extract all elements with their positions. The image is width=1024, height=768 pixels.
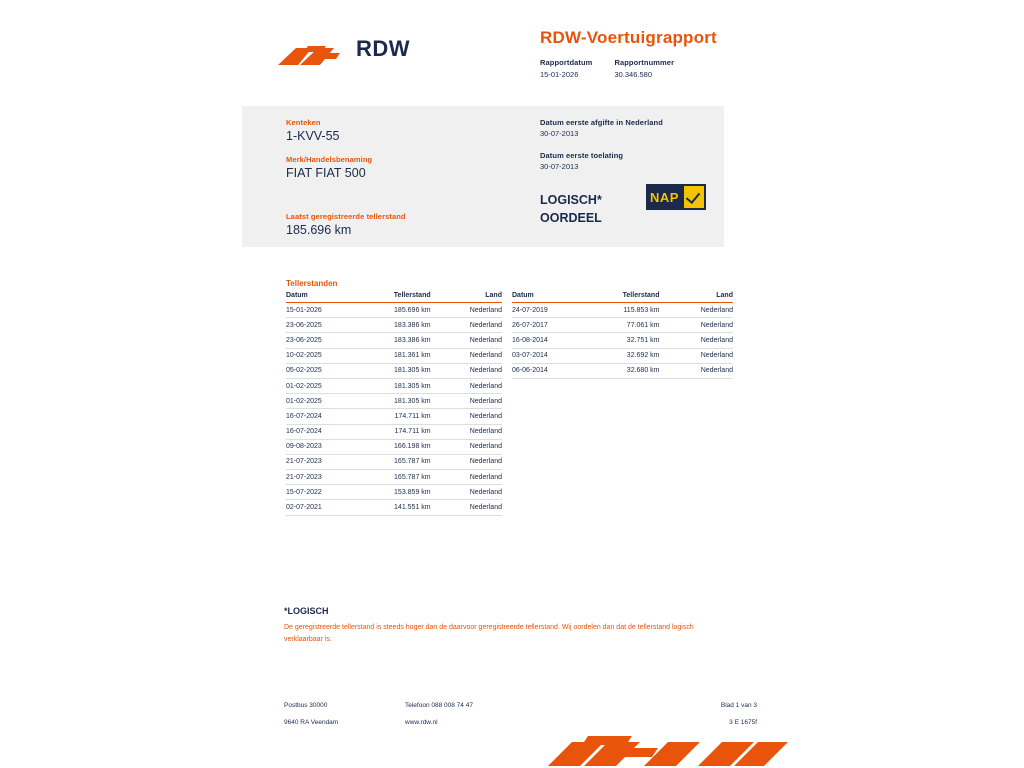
section-title-tellerstanden: Tellerstanden: [286, 279, 338, 288]
odometer-table-left-body: [286, 303, 502, 516]
cell-tellerstand: 183.386 km: [350, 333, 437, 348]
cell-land: Nederland: [437, 470, 502, 485]
cell-datum: 06-06-2014: [512, 363, 576, 378]
cell-tellerstand: 166.198 km: [350, 439, 437, 454]
report-date-block: [540, 58, 592, 79]
report-date-label: Rapportdatum: [540, 58, 593, 67]
cell-tellerstand: 165.787 km: [350, 470, 437, 485]
nap-badge: [646, 184, 706, 210]
cell-tellerstand: 77.061 km: [576, 318, 665, 333]
kenteken-value: 1-KVV-55: [286, 129, 340, 143]
cell-datum: 15-07-2022: [286, 485, 350, 500]
rdw-arrow-logo-icon: [278, 44, 348, 70]
cell-datum: 23-06-2025: [286, 318, 350, 333]
table-row: [286, 470, 502, 485]
merk-value: FIAT FIAT 500: [286, 166, 366, 180]
cell-tellerstand: 181.305 km: [350, 378, 437, 393]
cell-land: Nederland: [437, 424, 502, 439]
footer-address-line-2: 9640 RA Veendam: [284, 719, 339, 726]
cell-datum: 21-07-2023: [286, 470, 350, 485]
rdw-bottom-graphic-icon: [548, 736, 788, 768]
first-issue-nl-value: 30-07-2013: [540, 129, 579, 138]
odometer-table-left: [286, 292, 502, 516]
cell-tellerstand: 32.680 km: [576, 363, 665, 378]
cell-land: Nederland: [437, 303, 502, 318]
odometer-block: [286, 212, 406, 249]
table-row: [286, 303, 502, 318]
cell-land: Nederland: [437, 454, 502, 469]
footer-website[interactable]: www.rdw.nl: [405, 719, 438, 726]
odometer-value: 185.696 km: [286, 223, 352, 237]
table-row: [286, 333, 502, 348]
footer-phone: Telefoon 088 008 74 47: [405, 702, 473, 709]
document-header: [242, 18, 742, 88]
cell-land: Nederland: [437, 485, 502, 500]
cell-land: Nederland: [437, 333, 502, 348]
cell-tellerstand: 153.859 km: [350, 485, 437, 500]
nap-check-icon: [684, 186, 704, 208]
cell-land: Nederland: [437, 318, 502, 333]
cell-datum: 03-07-2014: [512, 348, 576, 363]
table-header-row: [512, 292, 733, 303]
table-row: [286, 454, 502, 469]
cell-land: Nederland: [665, 348, 733, 363]
first-admission-value: 30-07-2013: [540, 162, 579, 171]
footer-address: [284, 702, 338, 726]
cell-tellerstand: 115.853 km: [576, 303, 665, 318]
table-header-row: [286, 292, 502, 303]
column-header-datum: Datum: [286, 292, 350, 303]
table-row: [286, 424, 502, 439]
footer-address-line-1: Postbus 30000: [284, 702, 328, 709]
table-row: [286, 363, 502, 378]
column-header-land: Land: [665, 292, 733, 303]
cell-datum: 16-07-2024: [286, 409, 350, 424]
note-title: *LOGISCH: [284, 606, 329, 616]
report-number-label: Rapportnummer: [614, 58, 675, 67]
cell-datum: 02-07-2021: [286, 500, 350, 515]
cell-tellerstand: 183.386 km: [350, 318, 437, 333]
cell-tellerstand: 174.711 km: [350, 424, 437, 439]
cell-land: Nederland: [665, 363, 733, 378]
cell-datum: 10-02-2025: [286, 348, 350, 363]
cell-land: Nederland: [437, 378, 502, 393]
cell-datum: 01-02-2025: [286, 378, 350, 393]
note-body: De geregistreerde tellerstand is steeds hoger dan de daarvoor geregistreerde tellerstand. Wij oordelen dan dat de tellerstand logisch verklaarbaar is.: [284, 624, 694, 643]
cell-datum: 23-06-2025: [286, 333, 350, 348]
merk-label: Merk/Handelsbenaming: [286, 155, 373, 164]
table-row: [286, 409, 502, 424]
table-row: [512, 318, 733, 333]
footer-page-number: Blad 1 van 3: [720, 702, 757, 709]
table-row: [512, 333, 733, 348]
table-row: [286, 348, 502, 363]
report-date-value: 15-01-2026: [540, 70, 579, 79]
column-header-tellerstand: Tellerstand: [576, 292, 665, 303]
verdict-line-1: LOGISCH*: [540, 193, 602, 207]
table-row: [286, 485, 502, 500]
summary-right-column: [540, 118, 720, 184]
cell-tellerstand: 32.751 km: [576, 333, 665, 348]
cell-tellerstand: 181.361 km: [350, 348, 437, 363]
table-row: [286, 439, 502, 454]
table-row: [512, 303, 733, 318]
cell-tellerstand: 165.787 km: [350, 454, 437, 469]
nap-badge-text: NAP: [650, 189, 679, 205]
table-row: [286, 394, 502, 409]
verdict-block: [540, 191, 602, 227]
logo-text: RDW: [356, 36, 411, 61]
cell-datum: 21-07-2023: [286, 454, 350, 469]
cell-land: Nederland: [437, 348, 502, 363]
cell-land: Nederland: [665, 333, 733, 348]
odometer-table-right: [512, 292, 733, 379]
cell-land: Nederland: [437, 394, 502, 409]
report-title: RDW-Voertuigrapport: [540, 28, 717, 47]
cell-datum: 05-02-2025: [286, 363, 350, 378]
report-number-value: 30.346.580: [614, 70, 652, 79]
cell-datum: 24-07-2019: [512, 303, 576, 318]
cell-land: Nederland: [437, 439, 502, 454]
cell-datum: 01-02-2025: [286, 394, 350, 409]
summary-left-column: [286, 118, 516, 192]
footer-form-code: 3 E 1675f: [729, 719, 757, 726]
cell-datum: 15-01-2026: [286, 303, 350, 318]
rdw-logo: [260, 28, 410, 74]
column-header-datum: Datum: [512, 292, 576, 303]
cell-tellerstand: 32.692 km: [576, 348, 665, 363]
table-row: [286, 500, 502, 515]
vehicle-summary-panel: [242, 106, 724, 247]
verdict-line-2: OORDEEL: [540, 211, 602, 226]
first-issue-nl-label: Datum eerste afgifte in Nederland: [540, 118, 663, 127]
kenteken-label: Kenteken: [286, 118, 321, 127]
cell-datum: 16-08-2014: [512, 333, 576, 348]
table-row: [512, 363, 733, 378]
column-header-tellerstand: Tellerstand: [350, 292, 437, 303]
table-row: [286, 318, 502, 333]
report-number-block: [614, 58, 674, 79]
cell-datum: 09-08-2023: [286, 439, 350, 454]
cell-tellerstand: 174.711 km: [350, 409, 437, 424]
footer-page-info: [697, 702, 757, 726]
cell-tellerstand: 181.305 km: [350, 363, 437, 378]
cell-land: Nederland: [437, 500, 502, 515]
table-row: [286, 378, 502, 393]
cell-tellerstand: 185.696 km: [350, 303, 437, 318]
cell-tellerstand: 141.551 km: [350, 500, 437, 515]
cell-land: Nederland: [665, 303, 733, 318]
cell-tellerstand: 181.305 km: [350, 394, 437, 409]
cell-datum: 16-07-2024: [286, 424, 350, 439]
first-admission-label: Datum eerste toelating: [540, 151, 624, 160]
footer-contact: [405, 702, 473, 726]
cell-land: Nederland: [437, 363, 502, 378]
odometer-label: Laatst geregistreerde tellerstand: [286, 212, 406, 221]
report-meta: [540, 58, 674, 79]
odometer-table-right-body: [512, 303, 733, 379]
table-row: [512, 348, 733, 363]
cell-datum: 26-07-2017: [512, 318, 576, 333]
cell-land: Nederland: [665, 318, 733, 333]
column-header-land: Land: [437, 292, 502, 303]
cell-land: Nederland: [437, 409, 502, 424]
